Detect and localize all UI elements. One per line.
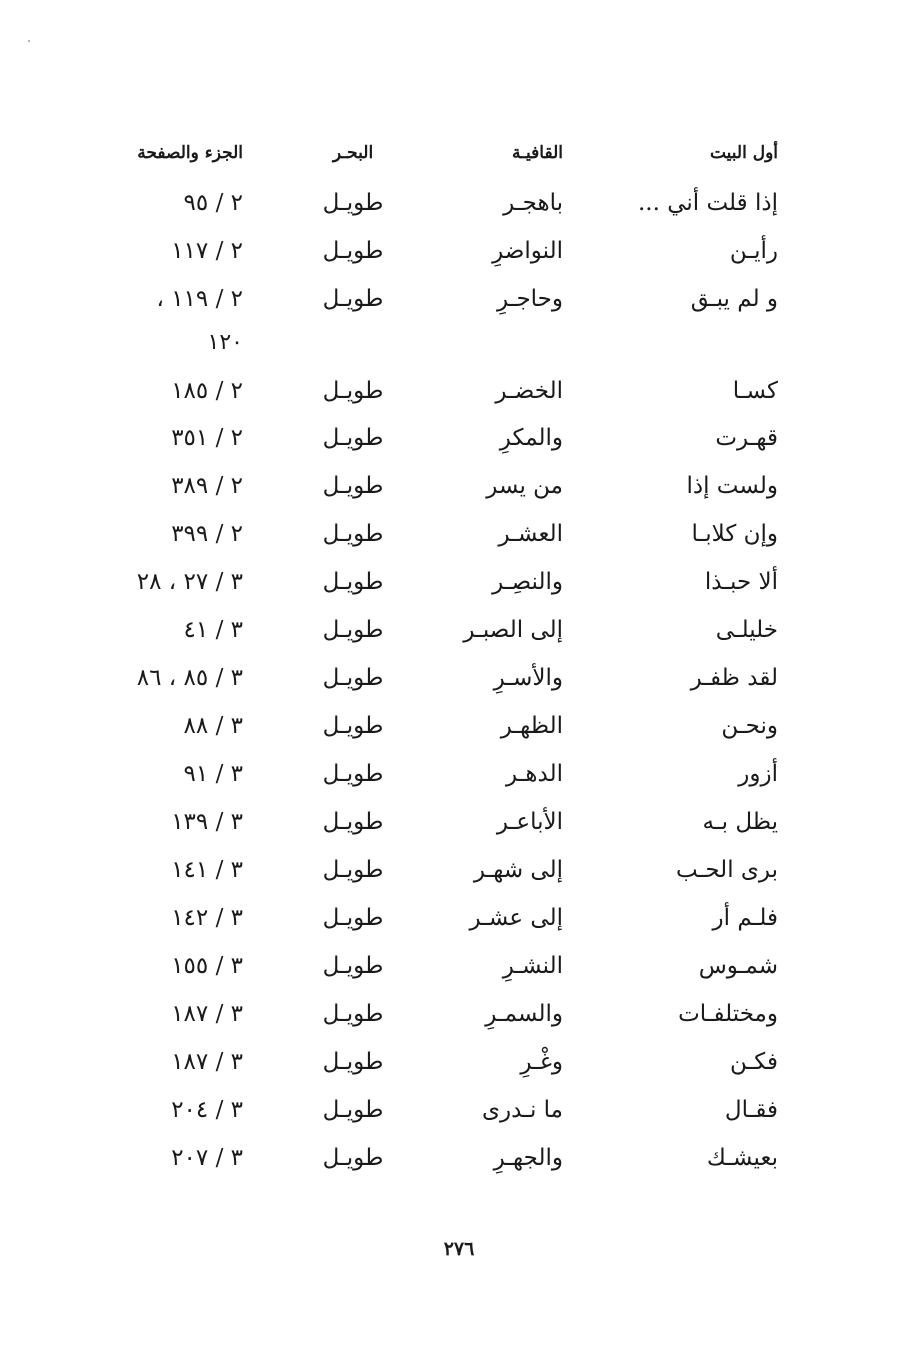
meter: طويـل	[322, 665, 384, 691]
rhyme: وغْـرِ	[520, 1049, 563, 1075]
meter: طويـل	[322, 521, 384, 547]
first-verse: ولست إذا	[686, 473, 778, 499]
rhyme: والأسـرِ	[493, 665, 563, 691]
table-row	[0, 378, 918, 418]
rhyme: النشـرِ	[502, 953, 563, 979]
first-verse: شمـوس	[698, 953, 778, 979]
rhyme: إلى عشـر	[469, 905, 563, 931]
first-verse: فكـن	[730, 1049, 778, 1075]
meter: طويـل	[322, 1097, 384, 1123]
table-row	[0, 809, 918, 849]
volume-page-ref: ٢ / ٣٥١	[171, 425, 243, 451]
volume-page-ref: ٢ / ١٨٥	[171, 378, 243, 404]
meter: طويـل	[322, 761, 384, 787]
volume-page-ref: ٣ / ٢٧ ، ٢٨	[136, 569, 243, 595]
table-row	[0, 1097, 918, 1137]
table-header	[0, 143, 918, 173]
meter: طويـل	[322, 473, 384, 499]
first-verse: ونحـن	[721, 713, 778, 739]
meter: طويـل	[322, 238, 384, 264]
table-row	[0, 761, 918, 801]
volume-page-ref: ٢ / ١١٧	[171, 238, 243, 264]
rhyme: الدهـر	[505, 761, 563, 787]
first-verse: فلـم أر	[712, 905, 778, 931]
meter: طويـل	[322, 569, 384, 595]
rhyme: الظهـر	[500, 713, 563, 739]
volume-page-ref: ٣ / ٢٠٧	[171, 1145, 243, 1171]
meter: طويـل	[322, 617, 384, 643]
first-verse: رأيـن	[729, 238, 778, 264]
first-verse: أزور	[738, 761, 778, 787]
meter: طويـل	[322, 953, 384, 979]
volume-page-ref: ٣ / ٢٠٤	[171, 1097, 243, 1123]
table-row	[0, 238, 918, 278]
volume-page-ref: ٣ / ١٥٥	[171, 953, 243, 979]
table-row	[0, 286, 918, 355]
rhyme: وحاجـرِ	[497, 286, 563, 312]
table-row	[0, 713, 918, 753]
rhyme: من يسر	[486, 473, 563, 499]
volume-page-ref: ٣ / ١٤٢	[171, 905, 243, 931]
meter: طويـل	[322, 1001, 384, 1027]
volume-page-ref: ٢ / ٣٨٩	[171, 473, 243, 499]
meter: طويـل	[322, 809, 384, 835]
first-verse: يظل بـه	[702, 809, 778, 835]
table-row	[0, 425, 918, 465]
volume-page-ref: ٣ / ٨٥ ، ٨٦	[136, 665, 243, 691]
volume-page-ref: ٣ / ١٣٩	[171, 809, 243, 835]
meter: طويـل	[322, 1049, 384, 1075]
table-row	[0, 953, 918, 993]
first-verse: وإن كلابـا	[691, 521, 778, 547]
rhyme: والمكرِ	[499, 425, 563, 451]
table-row	[0, 1145, 918, 1185]
rhyme: والسمـرِ	[485, 1001, 563, 1027]
rhyme: باهجـر	[503, 190, 563, 216]
first-verse: لقد ظفـر	[690, 665, 778, 691]
header-volume-page: الجزء والصفحة	[137, 143, 243, 163]
meter: طويـل	[322, 190, 384, 216]
meter: طويـل	[322, 713, 384, 739]
volume-page-ref: ٣ / ١٨٧	[171, 1001, 243, 1027]
rhyme: والجهـرِ	[493, 1145, 563, 1171]
volume-page-ref: ٣ / ١٨٧	[171, 1049, 243, 1075]
first-verse: إذا قلت أني ...	[637, 190, 778, 216]
rhyme: العشـر	[498, 521, 563, 547]
rhyme: الخضـر	[495, 378, 563, 404]
table-row	[0, 569, 918, 609]
first-verse: قهـرت	[715, 425, 778, 451]
first-verse: و لم يبـق	[690, 286, 778, 312]
rhyme: إلى الصبـر	[463, 617, 563, 643]
table-row	[0, 617, 918, 657]
volume-page-ref: ٣ / ٤١	[183, 617, 243, 643]
first-verse: كسـا	[732, 378, 778, 404]
table-row	[0, 1001, 918, 1041]
first-verse: ومختلفـات	[678, 1001, 778, 1027]
first-verse: ألا حبـذا	[704, 569, 778, 595]
first-verse: فقـال	[724, 1097, 778, 1123]
table-row	[0, 190, 918, 230]
meter: طويـل	[322, 1145, 384, 1171]
meter: طويـل	[322, 905, 384, 931]
volume-page-ref: ٣ / ١٤١	[171, 857, 243, 883]
volume-page-ref: ٢ / ١١٩ ،	[156, 286, 243, 312]
table-row	[0, 665, 918, 705]
volume-page-ref: ٣ / ٨٨	[183, 713, 243, 739]
table-row	[0, 521, 918, 561]
rhyme: النواضرِ	[492, 238, 563, 264]
header-first-verse: أول البيت	[709, 143, 778, 163]
first-verse: خليلـى	[715, 617, 778, 643]
volume-page-ref: ٢ / ٣٩٩	[171, 521, 243, 547]
rhyme: إلى شهـر	[473, 857, 563, 883]
header-rhyme: القافيـة	[511, 143, 563, 163]
volume-page-ref-continuation: ١٢٠	[207, 330, 243, 355]
table-row	[0, 857, 918, 897]
meter: طويـل	[322, 378, 384, 404]
rhyme: والنصِـر	[492, 569, 563, 595]
rhyme: ما نـدرى	[482, 1097, 563, 1123]
volume-page-ref: ٣ / ٩١	[183, 761, 243, 787]
meter: طويـل	[322, 857, 384, 883]
page-number: ٢٧٦	[443, 1238, 475, 1260]
table-row	[0, 473, 918, 513]
volume-page-ref: ٢ / ٩٥	[183, 190, 243, 216]
meter: طويـل	[322, 425, 384, 451]
scan-speck	[28, 40, 30, 42]
table-row	[0, 1049, 918, 1089]
table-row	[0, 905, 918, 945]
first-verse: برى الحـب	[676, 857, 778, 883]
rhyme: الأباعـر	[496, 809, 563, 835]
meter: طويـل	[322, 286, 384, 312]
header-meter: البحـر	[332, 143, 374, 163]
first-verse: بعيشـك	[706, 1145, 778, 1171]
